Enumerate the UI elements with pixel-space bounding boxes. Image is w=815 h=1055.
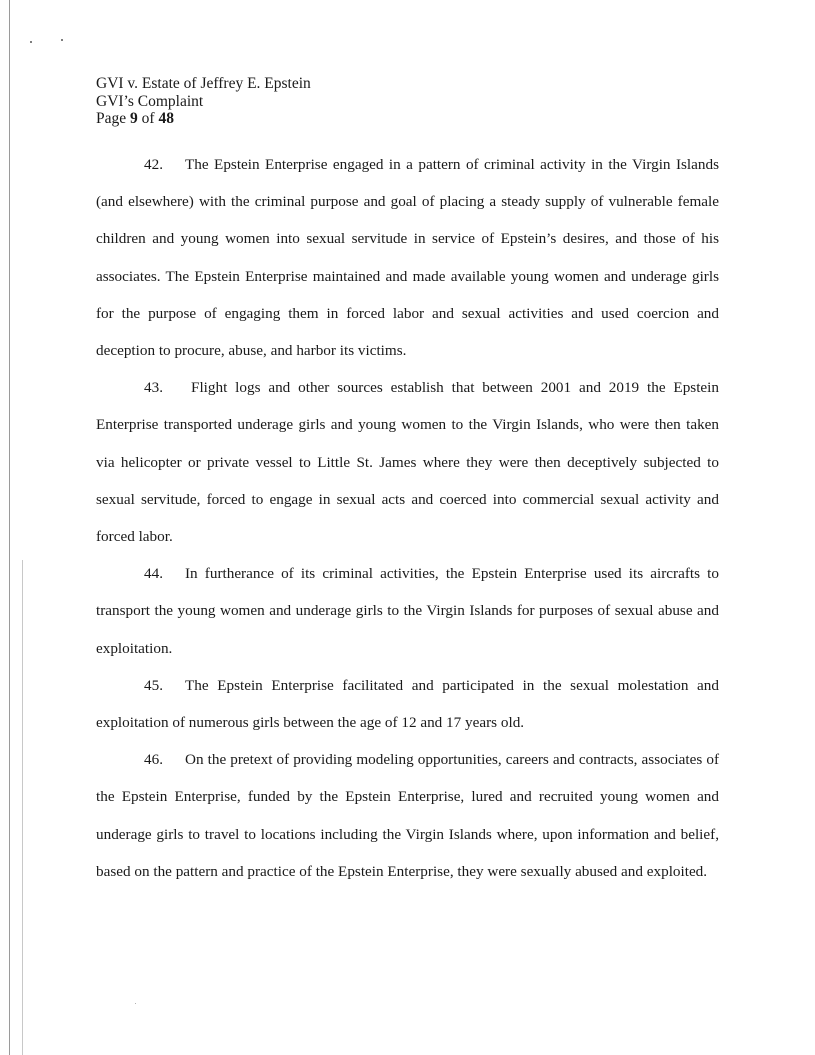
numbered-paragraph: [96, 555, 719, 667]
document-body: [96, 146, 719, 890]
scan-speck: [30, 41, 32, 43]
numbered-paragraph: [96, 369, 719, 555]
paragraph-number: 43.: [144, 379, 163, 397]
paragraph-number: 42.: [144, 156, 163, 173]
numbered-paragraph: [96, 741, 719, 890]
paragraph-number: 44.: [144, 565, 163, 583]
scan-speck: [135, 1003, 136, 1004]
paragraph-text: The Epstein Enterprise engaged in a pattern of criminal activity in the Virgin Islands (and elsewhere) with the criminal purpose and goal of placing a steady supply of vulnerable female children and young women into sexual servitude in service of Epstein’s desires, and those of his associates. The Epstein Enterprise maintained and made available young women and underage girls for the purpose of engaging them in forced labor and sexual activities and used coercion and deception to procure, abuse, and harbor its victims.: [96, 156, 719, 360]
page-indicator: [96, 110, 311, 128]
page-total: 48: [158, 110, 174, 127]
page-of: of: [137, 110, 159, 127]
document-title: GVI’s Complaint: [96, 92, 204, 110]
running-header: [96, 75, 311, 128]
numbered-paragraph: [96, 146, 719, 369]
scan-edge-line-secondary: [22, 560, 23, 1055]
paragraph-text: On the pretext of providing modeling opportunities, careers and contracts, associates of the Epstein Enterprise, funded by the Epstein Enterprise, lured and recruited young women and underage girls to travel to locations including the Virgin Islands where, upon information and belief, based on the pattern and practice of the Epstein Enterprise, they were sexually abused and exploited.: [96, 751, 719, 880]
scan-speck: [61, 39, 63, 41]
case-caption: GVI v. Estate of Jeffrey E. Epstein: [96, 75, 311, 92]
paragraph-number: 46.: [144, 751, 163, 769]
scan-edge-line: [9, 0, 10, 1055]
paragraph-text: In furtherance of its criminal activities, the Epstein Enterprise used its aircrafts to transport the young women and underage girls to the Virgin Islands for purposes of sexual abuse and exploitation.: [96, 565, 719, 657]
page-prefix: Page: [96, 110, 131, 127]
paragraph-text: The Epstein Enterprise facilitated and participated in the sexual molestation and exploitation of numerous girls between the age of 12 and 17 years old.: [96, 676, 719, 732]
paragraph-text: Flight logs and other sources establish that between 2001 and 2019 the Epstein Enterprise transported underage girls and young women to the Virgin Islands, who were then taken via helicopter or private vessel to Little St. James where they were then deceptively subjected to sexual servitude, forced to engage in sexual acts and coerced into commercial sexual activity and forced labor.: [96, 379, 719, 546]
paragraph-number: 45.: [144, 676, 163, 694]
page-number: 9: [130, 110, 138, 127]
numbered-paragraph: [96, 667, 719, 741]
